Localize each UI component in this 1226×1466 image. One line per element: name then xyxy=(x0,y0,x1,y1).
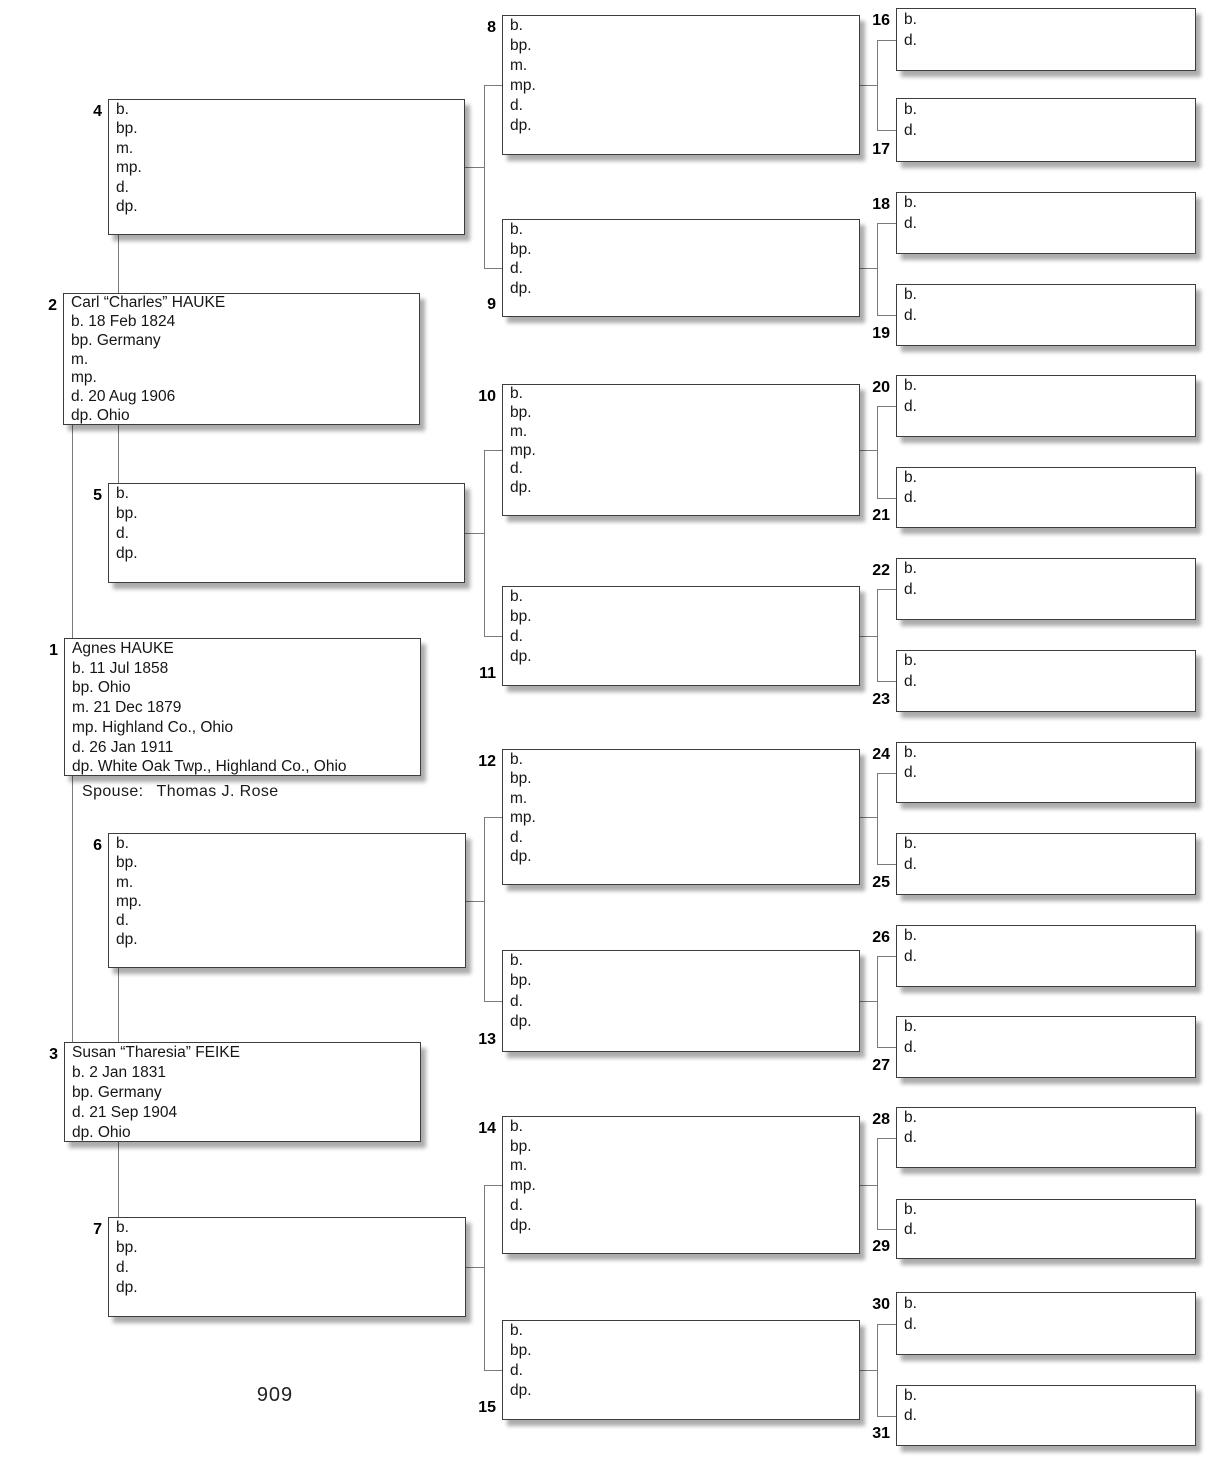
box-number: 14 xyxy=(478,1120,496,1137)
ancestor-box-25 xyxy=(896,833,1196,895)
field-line: d. xyxy=(904,764,917,782)
field-line: m. xyxy=(510,1157,528,1175)
connector-line xyxy=(877,1047,896,1048)
field-line: d. xyxy=(904,1038,917,1056)
field-line: dp. xyxy=(510,117,532,134)
field-line: d. xyxy=(904,1407,917,1425)
connector-line xyxy=(484,85,485,268)
field-line: d. xyxy=(904,306,917,324)
field-line: b. xyxy=(904,652,917,669)
ancestor-box-5 xyxy=(108,483,465,583)
field-line: d. xyxy=(904,214,917,232)
person-name: Agnes HAUKE xyxy=(72,640,174,657)
field-line: bp. xyxy=(510,1342,532,1359)
box-number: 13 xyxy=(478,1031,496,1048)
connector-line xyxy=(877,956,878,1047)
connector-line xyxy=(484,636,502,637)
connector-line xyxy=(484,1185,502,1186)
ancestor-box-28 xyxy=(896,1107,1196,1168)
ancestor-box-12 xyxy=(502,749,860,885)
connector-line xyxy=(860,1185,877,1186)
field-line: bp. xyxy=(116,120,138,138)
box-number: 4 xyxy=(93,103,102,120)
box-number: 7 xyxy=(93,1221,102,1238)
connector-line xyxy=(72,776,73,1042)
ancestor-box-24 xyxy=(896,742,1196,803)
box-number: 19 xyxy=(872,325,890,342)
field-line: bp. xyxy=(116,505,138,522)
ancestor-box-18 xyxy=(896,192,1196,254)
ancestor-box-23 xyxy=(896,650,1196,712)
field-line: mp. xyxy=(71,369,97,387)
box-number: 27 xyxy=(872,1057,890,1074)
box-number: 2 xyxy=(48,297,57,314)
connector-line xyxy=(860,450,877,451)
ancestor-box-1 xyxy=(64,638,421,776)
box-number: 8 xyxy=(487,19,496,36)
field-line: d. xyxy=(116,525,129,542)
connector-line xyxy=(466,901,484,902)
field-line: bp. xyxy=(510,240,532,258)
connector-line xyxy=(877,406,878,498)
field-line: d. xyxy=(510,628,523,645)
field-line: dp. Ohio xyxy=(71,407,130,425)
field-line: dp. xyxy=(510,1382,532,1399)
field-line: d. xyxy=(904,947,917,965)
connector-line xyxy=(484,85,502,86)
connector-line xyxy=(877,315,896,316)
connector-line xyxy=(484,817,502,818)
box-number: 5 xyxy=(93,487,102,504)
field-line: dp. xyxy=(116,1279,138,1296)
field-line: b. 2 Jan 1831 xyxy=(72,1064,166,1081)
field-line: d. xyxy=(116,178,129,196)
box-number: 17 xyxy=(872,141,890,158)
connector-line xyxy=(877,498,896,499)
ancestor-box-13 xyxy=(502,950,860,1052)
field-line: m. xyxy=(510,422,528,440)
field-line: b. xyxy=(116,101,129,118)
field-line: b. xyxy=(116,485,129,502)
field-line: b. xyxy=(904,377,917,394)
ancestor-box-15 xyxy=(502,1320,860,1420)
connector-line xyxy=(877,223,878,315)
connector-line xyxy=(484,450,502,451)
field-line: dp. xyxy=(116,931,138,949)
ancestor-box-22 xyxy=(896,558,1196,620)
field-line: d. xyxy=(904,672,917,690)
field-line: b. xyxy=(510,751,523,768)
field-line: d. xyxy=(904,1316,917,1333)
connector-line xyxy=(484,1001,502,1002)
field-line: b. xyxy=(904,927,917,944)
field-line: mp. Highland Co., Ohio xyxy=(72,718,234,736)
ancestor-box-3 xyxy=(64,1042,421,1142)
box-number: 24 xyxy=(872,746,890,763)
field-line: b. xyxy=(904,11,917,28)
connector-line xyxy=(860,85,877,86)
connector-line xyxy=(484,1370,502,1371)
ancestor-box-29 xyxy=(896,1199,1196,1259)
connector-line xyxy=(860,1001,877,1002)
field-line: b. xyxy=(904,1018,917,1035)
connector-line xyxy=(877,1138,878,1230)
field-line: mp. xyxy=(510,77,536,94)
box-number: 3 xyxy=(49,1046,58,1063)
field-line: bp. xyxy=(510,403,532,421)
box-number: 9 xyxy=(487,296,496,313)
connector-line xyxy=(860,268,877,269)
field-line: b. xyxy=(510,17,523,34)
ancestor-box-21 xyxy=(896,467,1196,528)
field-line: b. xyxy=(510,1118,523,1135)
field-line: d. xyxy=(510,260,523,278)
field-line: mp. xyxy=(510,441,536,459)
field-line: b. xyxy=(116,835,129,852)
field-line: b. xyxy=(510,588,523,605)
field-line: b. xyxy=(510,1322,523,1339)
box-number: 11 xyxy=(479,665,496,682)
field-line: b. xyxy=(904,101,917,118)
connector-line xyxy=(118,235,119,293)
ancestor-box-17 xyxy=(896,98,1196,162)
connector-line xyxy=(877,773,896,774)
field-line: bp. xyxy=(116,1239,138,1256)
connector-line xyxy=(877,223,896,224)
ancestor-box-19 xyxy=(896,284,1196,346)
connector-line xyxy=(484,1185,485,1370)
ancestor-box-30 xyxy=(896,1292,1196,1355)
ancestor-box-4 xyxy=(108,99,465,235)
field-line: dp. xyxy=(510,848,532,866)
ancestor-box-14 xyxy=(502,1116,860,1254)
field-line: d. xyxy=(904,1221,917,1238)
field-line: d. xyxy=(116,912,129,930)
connector-line xyxy=(860,1370,877,1371)
field-line: d. xyxy=(904,1129,917,1147)
field-line: bp. xyxy=(510,1137,532,1155)
box-number: 1 xyxy=(49,642,58,659)
connector-line xyxy=(877,406,896,407)
connector-line xyxy=(877,1416,896,1417)
field-line: d. xyxy=(904,489,917,507)
field-line: d. xyxy=(510,97,523,114)
field-line: b. xyxy=(904,744,917,761)
ancestor-box-26 xyxy=(896,925,1196,987)
connector-line xyxy=(877,864,896,865)
ancestor-box-9 xyxy=(502,219,860,317)
connector-line xyxy=(484,817,485,1001)
field-line: d. xyxy=(904,397,917,415)
field-line: b. xyxy=(116,1219,129,1236)
field-line: m. xyxy=(510,57,528,74)
field-line: m. xyxy=(510,789,528,807)
field-line: bp. Germany xyxy=(71,331,161,349)
ancestor-box-2 xyxy=(63,293,420,425)
spouse-label: Spouse: xyxy=(82,783,144,800)
connector-line xyxy=(877,1324,878,1416)
connector-line xyxy=(484,268,502,269)
field-line: b. xyxy=(904,835,917,852)
box-number: 30 xyxy=(872,1296,890,1313)
field-line: d. xyxy=(904,32,917,49)
box-number: 26 xyxy=(872,929,890,946)
person-name: Carl “Charles” HAUKE xyxy=(71,294,226,311)
connector-line xyxy=(465,533,484,534)
person-name: Susan “Tharesia” FEIKE xyxy=(72,1044,240,1061)
field-line: m. xyxy=(116,139,134,157)
field-line: d. xyxy=(510,1362,523,1379)
field-line: d. 26 Jan 1911 xyxy=(72,738,174,756)
box-number: 15 xyxy=(478,1399,496,1416)
field-line: dp. xyxy=(510,1216,532,1234)
field-line: b. xyxy=(904,1109,917,1126)
ancestor-box-6 xyxy=(108,833,466,968)
field-line: b. 11 Jul 1858 xyxy=(72,659,169,677)
field-line: d. 21 Sep 1904 xyxy=(72,1104,178,1121)
field-line: mp. xyxy=(116,159,142,177)
connector-line xyxy=(877,130,896,131)
field-line: dp. White Oak Twp., Highland Co., Ohio xyxy=(72,758,347,776)
field-line: mp. xyxy=(510,809,536,827)
box-number: 29 xyxy=(872,1238,890,1255)
field-line: bp. xyxy=(510,608,532,625)
field-line: d. xyxy=(904,122,917,140)
field-line: m. xyxy=(116,873,134,891)
ancestor-box-7 xyxy=(108,1217,466,1317)
field-line: d. xyxy=(904,580,917,598)
connector-line xyxy=(118,425,119,483)
ancestor-box-11 xyxy=(502,586,860,686)
box-number: 28 xyxy=(872,1111,890,1128)
box-number: 31 xyxy=(872,1425,890,1442)
field-line: b. xyxy=(510,221,523,238)
field-line: bp. xyxy=(510,972,532,990)
field-line: mp. xyxy=(510,1177,536,1195)
connector-line xyxy=(877,773,878,865)
box-number: 18 xyxy=(872,196,890,213)
box-number: 22 xyxy=(872,562,890,579)
ancestor-box-20 xyxy=(896,375,1196,437)
connector-line xyxy=(877,40,896,41)
field-line: b. xyxy=(904,1295,917,1312)
field-line: b. xyxy=(904,469,917,486)
ancestor-box-8 xyxy=(502,15,860,155)
connector-line xyxy=(72,425,73,638)
field-line: b. 18 Feb 1824 xyxy=(71,312,176,330)
connector-line xyxy=(860,817,877,818)
field-line: dp. xyxy=(116,198,138,216)
connector-line xyxy=(484,450,485,636)
ancestor-box-10 xyxy=(502,384,860,516)
ancestor-box-16 xyxy=(896,8,1196,71)
field-line: b. xyxy=(510,385,523,402)
field-line: b. xyxy=(510,952,523,969)
connector-line xyxy=(877,40,878,131)
field-line: dp. xyxy=(510,279,532,297)
field-line: d. xyxy=(116,1259,129,1276)
box-number: 12 xyxy=(478,753,496,770)
field-line: d. 20 Aug 1906 xyxy=(71,388,176,406)
ancestor-box-31 xyxy=(896,1385,1196,1446)
field-line: m. xyxy=(71,350,89,368)
connector-line xyxy=(877,681,896,682)
field-line: d. xyxy=(510,828,523,846)
field-line: bp. Germany xyxy=(72,1084,162,1101)
box-number: 23 xyxy=(872,691,890,708)
field-line: bp. xyxy=(510,37,532,54)
field-line: dp. xyxy=(510,1013,532,1031)
connector-line xyxy=(466,1267,484,1268)
field-line: d. xyxy=(510,460,523,478)
connector-line xyxy=(877,589,878,681)
box-number: 20 xyxy=(872,379,890,396)
connector-line xyxy=(118,968,119,1042)
field-line: bp. Ohio xyxy=(72,679,131,697)
field-line: b. xyxy=(904,560,917,577)
field-line: b. xyxy=(904,1387,917,1404)
ancestor-box-27 xyxy=(896,1016,1196,1078)
connector-line xyxy=(465,167,484,168)
field-line: b. xyxy=(904,194,917,211)
connector-line xyxy=(877,1229,896,1230)
field-line: dp. xyxy=(116,545,138,562)
connector-line xyxy=(877,956,896,957)
field-line: b. xyxy=(904,286,917,303)
box-number: 10 xyxy=(478,388,496,405)
connector-line xyxy=(860,636,877,637)
field-line: mp. xyxy=(116,892,142,910)
box-number: 25 xyxy=(872,874,890,891)
field-line: bp. xyxy=(116,854,138,872)
connector-line xyxy=(877,589,896,590)
page-number: 909 xyxy=(256,1384,294,1406)
field-line: m. 21 Dec 1879 xyxy=(72,699,182,717)
field-line: b. xyxy=(904,1201,917,1218)
spouse-name: Thomas J. Rose xyxy=(156,783,279,800)
connector-line xyxy=(877,1324,896,1325)
connector-line xyxy=(118,1142,119,1217)
field-line: d. xyxy=(510,992,523,1010)
box-number: 16 xyxy=(872,12,890,29)
field-line: d. xyxy=(510,1196,523,1214)
connector-line xyxy=(877,1138,896,1139)
field-line: dp. xyxy=(510,648,532,665)
field-line: dp. Ohio xyxy=(72,1124,131,1141)
field-line: bp. xyxy=(510,770,532,788)
spouse-line xyxy=(82,783,279,801)
field-line: dp. xyxy=(510,479,532,497)
field-line: d. xyxy=(904,855,917,873)
box-number: 6 xyxy=(93,837,102,854)
box-number: 21 xyxy=(872,507,890,524)
